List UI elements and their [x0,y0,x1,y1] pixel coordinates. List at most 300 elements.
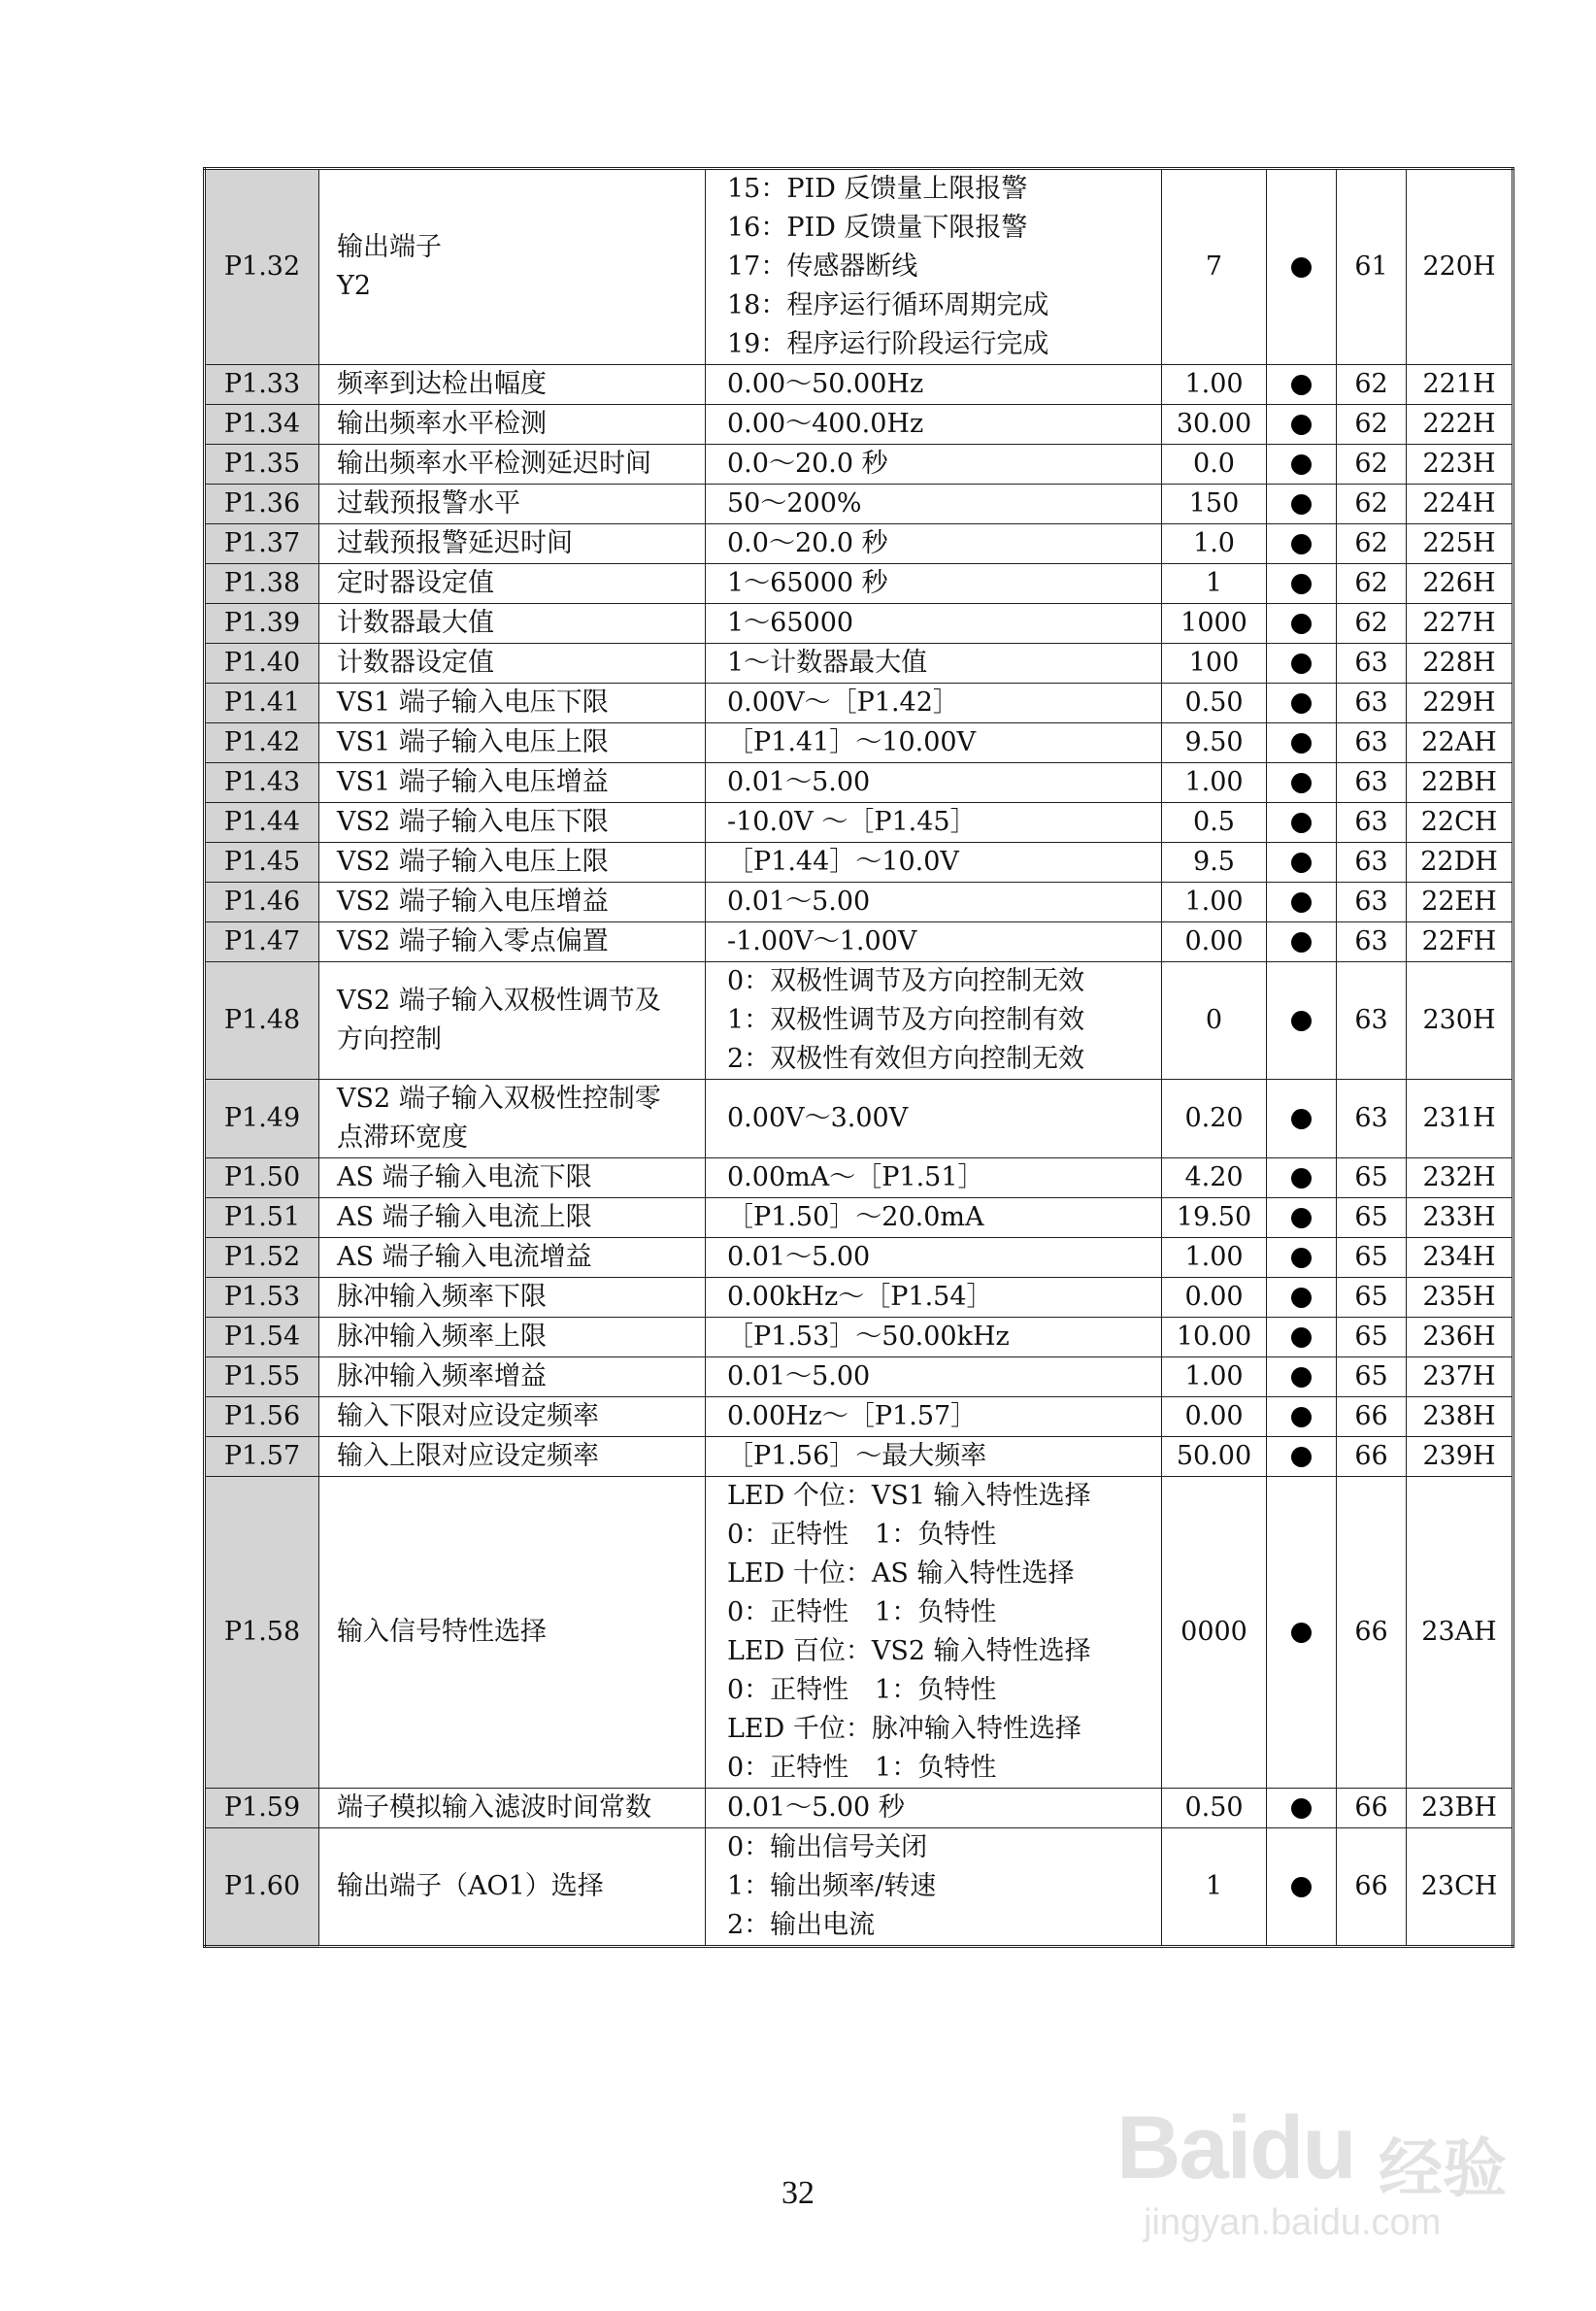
param-address-cell: 22AH [1407,723,1513,763]
param-page-cell: 63 [1337,684,1407,723]
param-default-cell: 0.00 [1162,1278,1267,1318]
param-range-line: ［P1.50］～20.0mA [727,1202,984,1232]
param-default-cell: 9.50 [1162,723,1267,763]
param-modify-cell [1267,405,1337,445]
table-row [205,843,1513,883]
param-address-cell: 22FH [1407,922,1513,962]
param-name-cell [319,1437,706,1477]
param-name-line: 输入信号特性选择 [337,1617,547,1647]
param-code-cell: P1.36 [205,485,319,524]
param-code-cell: P1.49 [205,1080,319,1158]
param-range-line: 1：输出频率/转速 [727,1871,937,1901]
param-range-line: 0：双极性调节及方向控制无效 [727,966,1085,996]
param-code-cell: P1.47 [205,922,319,962]
filled-circle-icon [1291,1407,1312,1427]
filled-circle-icon [1291,1623,1312,1643]
table-row [205,1477,1513,1789]
param-name-line: 输出频率水平检测 [337,409,547,439]
param-default-cell: 1.00 [1162,883,1267,922]
param-range-line: 16：PID 反馈量下限报警 [727,213,1028,243]
param-code-cell: P1.46 [205,883,319,922]
param-default-cell: 0.00 [1162,1397,1267,1437]
table-row [205,405,1513,445]
table-row [205,1789,1513,1828]
param-name-line: VS2 端子输入电压下限 [337,807,609,837]
param-range-cell [706,445,1162,485]
param-range-line: 0：正特性 1：负特性 [727,1753,997,1783]
param-default-cell: 1.00 [1162,1238,1267,1278]
param-code-cell: P1.35 [205,445,319,485]
param-range-line: 19：程序运行阶段运行完成 [727,329,1049,359]
param-name-line: VS2 端子输入双极性控制零 [337,1084,661,1114]
param-code-cell: P1.38 [205,564,319,604]
param-range-cell [706,1238,1162,1278]
param-name-cell [319,1828,706,1947]
param-address-cell: 222H [1407,405,1513,445]
param-name-line: AS 端子输入电流下限 [337,1162,592,1192]
param-range-cell [706,723,1162,763]
param-name-line: 输出端子（AO1）选择 [337,1871,604,1901]
param-range-line: 2：输出电流 [727,1910,876,1940]
param-name-line: 计数器最大值 [337,608,494,638]
param-name-cell [319,1318,706,1357]
param-modify-cell [1267,1080,1337,1158]
param-name-line: 输入下限对应设定频率 [337,1401,599,1431]
param-code-cell: P1.32 [205,169,319,365]
param-default-cell: 1 [1162,564,1267,604]
param-range-line: 0.01～5.00 秒 [727,1792,905,1823]
param-modify-cell [1267,1828,1337,1947]
param-address-cell: 236H [1407,1318,1513,1357]
param-range-line: 0.01～5.00 [727,1242,871,1272]
param-address-cell: 22CH [1407,803,1513,843]
param-range-cell [706,962,1162,1080]
param-range-cell [706,1278,1162,1318]
param-address-cell: 22EH [1407,883,1513,922]
filled-circle-icon [1291,653,1312,674]
param-range-line: ［P1.53］～50.00kHz [727,1322,1010,1352]
filled-circle-icon [1291,1327,1312,1348]
param-range-line: 0.01～5.00 [727,767,871,797]
param-name-cell [319,1158,706,1198]
param-name-cell [319,604,706,644]
param-range-cell [706,1357,1162,1397]
param-range-cell [706,1437,1162,1477]
param-address-cell: 239H [1407,1437,1513,1477]
param-code-cell: P1.45 [205,843,319,883]
param-modify-cell [1267,1198,1337,1238]
param-page-cell: 63 [1337,763,1407,803]
param-name-line: 过载预报警延迟时间 [337,528,573,558]
param-default-cell: 0.0 [1162,445,1267,485]
param-modify-cell [1267,1437,1337,1477]
param-address-cell: 234H [1407,1238,1513,1278]
param-default-cell: 50.00 [1162,1437,1267,1477]
param-modify-cell [1267,1357,1337,1397]
param-modify-cell [1267,1158,1337,1198]
param-page-cell: 65 [1337,1198,1407,1238]
param-page-cell: 62 [1337,405,1407,445]
table-row [205,1238,1513,1278]
param-name-cell [319,684,706,723]
param-page-cell: 63 [1337,883,1407,922]
param-name-line: VS1 端子输入电压上限 [337,727,609,757]
param-default-cell: 0.00 [1162,922,1267,962]
table-row [205,1437,1513,1477]
filled-circle-icon [1291,1109,1312,1129]
param-default-cell: 0.50 [1162,684,1267,723]
filled-circle-icon [1291,1798,1312,1819]
param-address-cell: 235H [1407,1278,1513,1318]
param-page-cell: 65 [1337,1318,1407,1357]
param-range-line: 0：正特性 1：负特性 [727,1675,997,1705]
param-range-line: 0.00Hz～［P1.57］ [727,1401,978,1431]
param-name-line: 频率到达检出幅度 [337,369,547,399]
param-range-line: ［P1.41］～10.00V [727,727,977,757]
watermark-url: jingyan.baidu.com [1144,2202,1442,2243]
param-address-cell: 238H [1407,1397,1513,1437]
param-modify-cell [1267,1238,1337,1278]
param-name-line: 点滞环宽度 [337,1122,468,1153]
param-range-cell [706,564,1162,604]
param-default-cell: 19.50 [1162,1198,1267,1238]
param-name-cell [319,1238,706,1278]
param-range-cell [706,922,1162,962]
param-range-cell [706,169,1162,365]
filled-circle-icon [1291,257,1312,278]
param-default-cell: 1.00 [1162,1357,1267,1397]
param-range-cell [706,1477,1162,1789]
param-range-cell [706,1828,1162,1947]
watermark [1116,2078,1524,2253]
param-range-line: 0：正特性 1：负特性 [727,1520,997,1550]
param-page-cell: 66 [1337,1397,1407,1437]
param-address-cell: 23AH [1407,1477,1513,1789]
filled-circle-icon [1291,1877,1312,1897]
param-modify-cell [1267,843,1337,883]
param-code-cell: P1.41 [205,684,319,723]
param-range-cell [706,684,1162,723]
filled-circle-icon [1291,375,1312,395]
param-name-line: AS 端子输入电流增益 [337,1242,592,1272]
param-name-cell [319,1477,706,1789]
param-name-cell [319,564,706,604]
param-code-cell: P1.34 [205,405,319,445]
param-modify-cell [1267,1789,1337,1828]
param-address-cell: 227H [1407,604,1513,644]
filled-circle-icon [1291,1248,1312,1268]
param-name-line: VS2 端子输入零点偏置 [337,926,609,956]
param-name-cell [319,1357,706,1397]
param-name-line: 输出频率水平检测延迟时间 [337,449,651,479]
param-address-cell: 225H [1407,524,1513,564]
param-name-line: 脉冲输入频率上限 [337,1322,547,1352]
param-address-cell: 23BH [1407,1789,1513,1828]
param-page-cell: 66 [1337,1828,1407,1947]
param-code-cell: P1.50 [205,1158,319,1198]
param-page-cell: 63 [1337,843,1407,883]
param-range-cell [706,1158,1162,1198]
param-range-line: 0.0～20.0 秒 [727,449,888,479]
param-address-cell: 231H [1407,1080,1513,1158]
param-code-cell: P1.53 [205,1278,319,1318]
table-row [205,1828,1513,1947]
param-address-cell: 233H [1407,1198,1513,1238]
param-page-cell: 63 [1337,1080,1407,1158]
param-range-line: -10.0V ～［P1.45］ [727,807,977,837]
param-default-cell: 10.00 [1162,1318,1267,1357]
param-name-cell [319,445,706,485]
param-page-cell: 62 [1337,604,1407,644]
param-range-line: LED 十位：AS 输入特性选择 [727,1558,1075,1589]
param-range-line: 17：传感器断线 [727,251,918,282]
table-row [205,1397,1513,1437]
param-name-cell [319,1080,706,1158]
filled-circle-icon [1291,1288,1312,1308]
table-row [205,1080,1513,1158]
param-page-cell: 65 [1337,1357,1407,1397]
filled-circle-icon [1291,1447,1312,1467]
parameter-table-body [205,169,1513,1947]
param-range-cell [706,1198,1162,1238]
param-default-cell: 1.00 [1162,365,1267,405]
param-range-line: 0.00V～3.00V [727,1103,909,1133]
param-address-cell: 220H [1407,169,1513,365]
watermark-brand: Baidu [1116,2098,1355,2197]
param-modify-cell [1267,1278,1337,1318]
param-name-cell [319,962,706,1080]
param-range-line: LED 个位：VS1 输入特性选择 [727,1481,1091,1511]
param-range-line: 0：输出信号关闭 [727,1832,928,1862]
param-name-cell [319,922,706,962]
table-row [205,962,1513,1080]
param-default-cell: 0.5 [1162,803,1267,843]
param-page-cell: 62 [1337,365,1407,405]
filled-circle-icon [1291,1367,1312,1388]
param-page-cell: 66 [1337,1789,1407,1828]
param-code-cell: P1.60 [205,1828,319,1947]
param-code-cell: P1.55 [205,1357,319,1397]
param-modify-cell [1267,524,1337,564]
param-range-line: 15：PID 反馈量上限报警 [727,174,1028,204]
param-address-cell: 230H [1407,962,1513,1080]
param-code-cell: P1.54 [205,1318,319,1357]
param-default-cell: 1000 [1162,604,1267,644]
param-modify-cell [1267,883,1337,922]
param-name-line: 计数器设定值 [337,648,494,678]
table-row [205,1278,1513,1318]
param-code-cell: P1.44 [205,803,319,843]
param-address-cell: 22DH [1407,843,1513,883]
param-range-line: 0.00mA～［P1.51］ [727,1162,984,1192]
param-address-cell: 223H [1407,445,1513,485]
param-name-line: VS2 端子输入电压增益 [337,887,609,917]
param-name-cell [319,803,706,843]
param-page-cell: 62 [1337,564,1407,604]
param-modify-cell [1267,803,1337,843]
param-code-cell: P1.56 [205,1397,319,1437]
param-page-cell: 62 [1337,524,1407,564]
table-row [205,1357,1513,1397]
table-row [205,1158,1513,1198]
param-code-cell: P1.52 [205,1238,319,1278]
param-modify-cell [1267,1397,1337,1437]
table-row [205,922,1513,962]
param-code-cell: P1.58 [205,1477,319,1789]
param-default-cell: 0000 [1162,1477,1267,1789]
param-range-line: 0.01～5.00 [727,887,871,917]
filled-circle-icon [1291,1168,1312,1189]
param-code-cell: P1.51 [205,1198,319,1238]
param-modify-cell [1267,1477,1337,1789]
param-range-line: 50～200% [727,488,862,519]
param-code-cell: P1.43 [205,763,319,803]
param-modify-cell [1267,684,1337,723]
param-name-cell [319,1789,706,1828]
param-modify-cell [1267,1318,1337,1357]
param-page-cell: 65 [1337,1278,1407,1318]
param-default-cell: 4.20 [1162,1158,1267,1198]
table-row [205,445,1513,485]
param-name-cell [319,1198,706,1238]
param-range-cell [706,1789,1162,1828]
param-range-cell [706,485,1162,524]
table-row [205,883,1513,922]
param-range-line: 1：双极性调节及方向控制有效 [727,1005,1085,1035]
param-page-cell: 61 [1337,169,1407,365]
param-default-cell: 0.50 [1162,1789,1267,1828]
param-range-line: ［P1.44］～10.0V [727,847,959,877]
param-name-line: 定时器设定值 [337,568,494,598]
param-page-cell: 63 [1337,922,1407,962]
param-range-line: LED 千位：脉冲输入特性选择 [727,1714,1081,1744]
param-range-line: 0.00～400.0Hz [727,409,924,439]
param-default-cell: 1.00 [1162,763,1267,803]
filled-circle-icon [1291,494,1312,515]
param-range-cell [706,644,1162,684]
param-address-cell: 229H [1407,684,1513,723]
param-address-cell: 228H [1407,644,1513,684]
param-modify-cell [1267,485,1337,524]
param-address-cell: 237H [1407,1357,1513,1397]
table-row [205,485,1513,524]
table-row [205,1318,1513,1357]
param-range-cell [706,405,1162,445]
table-row [205,644,1513,684]
param-address-cell: 226H [1407,564,1513,604]
param-range-cell [706,1397,1162,1437]
param-modify-cell [1267,723,1337,763]
param-name-cell [319,723,706,763]
param-default-cell: 1.0 [1162,524,1267,564]
param-range-line: 2：双极性有效但方向控制无效 [727,1044,1085,1074]
param-name-cell [319,1397,706,1437]
filled-circle-icon [1291,534,1312,554]
param-range-line: 0.00～50.00Hz [727,369,924,399]
param-name-line: VS1 端子输入电压增益 [337,767,609,797]
filled-circle-icon [1291,1208,1312,1228]
param-name-cell [319,883,706,922]
param-default-cell: 30.00 [1162,405,1267,445]
param-page-cell: 66 [1337,1477,1407,1789]
param-name-line: 过载预报警水平 [337,488,520,519]
param-name-cell [319,365,706,405]
param-page-cell: 62 [1337,445,1407,485]
param-page-cell: 62 [1337,485,1407,524]
param-modify-cell [1267,564,1337,604]
filled-circle-icon [1291,574,1312,594]
param-default-cell: 0 [1162,962,1267,1080]
param-page-cell: 65 [1337,1238,1407,1278]
param-default-cell: 0.20 [1162,1080,1267,1158]
param-name-line: 脉冲输入频率增益 [337,1361,547,1391]
param-code-cell: P1.40 [205,644,319,684]
parameter-table [203,167,1514,1948]
param-range-cell [706,763,1162,803]
param-code-cell: P1.59 [205,1789,319,1828]
filled-circle-icon [1291,614,1312,634]
table-row [205,1198,1513,1238]
param-address-cell: 232H [1407,1158,1513,1198]
param-range-cell [706,803,1162,843]
param-address-cell: 22BH [1407,763,1513,803]
param-range-cell [706,604,1162,644]
page-number: 32 [781,2175,815,2211]
param-name-line: VS1 端子输入电压下限 [337,687,609,718]
param-name-line: 输入上限对应设定频率 [337,1441,599,1471]
param-range-cell [706,365,1162,405]
param-default-cell: 1 [1162,1828,1267,1947]
param-address-cell: 23CH [1407,1828,1513,1947]
table-row [205,169,1513,365]
param-range-line: 18：程序运行循环周期完成 [727,290,1049,320]
param-address-cell: 221H [1407,365,1513,405]
filled-circle-icon [1291,813,1312,833]
param-name-line: 端子模拟输入滤波时间常数 [337,1792,651,1823]
param-page-cell: 66 [1337,1437,1407,1477]
param-range-cell [706,1080,1162,1158]
param-page-cell: 63 [1337,803,1407,843]
param-page-cell: 65 [1337,1158,1407,1198]
param-range-line: 0：正特性 1：负特性 [727,1597,997,1627]
table-row [205,604,1513,644]
param-name-line: VS2 端子输入电压上限 [337,847,609,877]
filled-circle-icon [1291,1011,1312,1031]
param-page-cell: 63 [1337,962,1407,1080]
table-row [205,723,1513,763]
param-range-line: 0.00V～［P1.42］ [727,687,959,718]
param-name-cell [319,763,706,803]
param-name-line: 输出端子 [337,232,442,262]
param-name-cell [319,843,706,883]
filled-circle-icon [1291,892,1312,913]
param-modify-cell [1267,922,1337,962]
param-range-cell [706,1318,1162,1357]
param-default-cell: 100 [1162,644,1267,684]
param-name-line: VS2 端子输入双极性调节及 [337,986,661,1016]
table-row [205,564,1513,604]
param-modify-cell [1267,962,1337,1080]
param-modify-cell [1267,169,1337,365]
param-name-cell [319,644,706,684]
param-range-line: 0.0～20.0 秒 [727,528,888,558]
param-range-line: 0.00kHz～［P1.54］ [727,1282,993,1312]
table-row [205,684,1513,723]
param-name-cell [319,1278,706,1318]
param-range-line: 1～计数器最大值 [727,648,928,678]
param-address-cell: 224H [1407,485,1513,524]
param-range-cell [706,524,1162,564]
